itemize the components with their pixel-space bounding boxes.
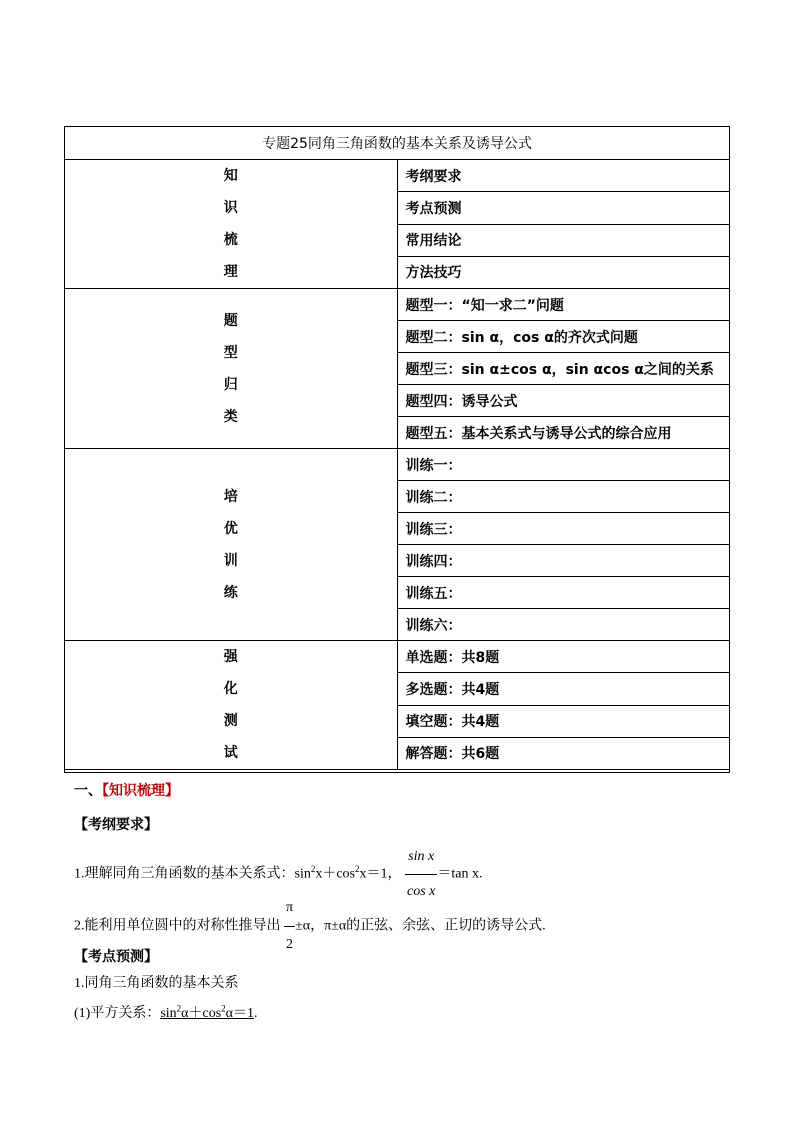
underlined-formula: $\sin^2\alpha+\cos^2\alpha=1$	[160, 1003, 255, 1021]
table-item[interactable]: 题型一：“知一求二”问题	[397, 289, 730, 321]
table-item[interactable]: 解答题：共6题	[397, 737, 730, 769]
requirement-2: 2.能利用单位圆中的对称性推导出 $\frac{\pi}{2}$ ±α，π±α的正弦、余弦、正切的诱导公式.	[74, 890, 546, 963]
table-item[interactable]: 训练二：	[397, 481, 730, 513]
table-item[interactable]: 多选题：共4题	[397, 673, 730, 705]
table-item[interactable]: 方法技巧	[397, 256, 730, 288]
fraction-pi-over-2: $\frac{\pi}{2}$	[284, 890, 295, 963]
subheading-requirements: 【考纲要求】	[74, 817, 158, 833]
table-item[interactable]: 训练六：	[397, 609, 730, 641]
section-number: 一、	[74, 783, 102, 799]
category-label-question-types: 题 型 归 类	[65, 289, 398, 449]
table-item[interactable]: 题型四：诱导公式	[397, 385, 730, 417]
table-item[interactable]: 题型五：基本关系式与诱导公式的综合应用	[397, 417, 730, 449]
section-heading-knowledge	[74, 780, 179, 800]
table-item[interactable]: 填空题：共4题	[397, 705, 730, 737]
table-item[interactable]: 考点预测	[397, 192, 730, 224]
topic-outline-table	[64, 126, 730, 770]
table-title: 专题25同角三角函数的基本关系及诱导公式	[65, 127, 730, 160]
table-item[interactable]: 训练三：	[397, 513, 730, 545]
table-item[interactable]: 训练四：	[397, 545, 730, 577]
category-label-reinforcement: 强 化 测 试	[65, 641, 398, 770]
table-item[interactable]: 常用结论	[397, 224, 730, 256]
table-item[interactable]: 训练五：	[397, 577, 730, 609]
table-item[interactable]: 题型三：sin α±cos α，sin αcos α之间的关系	[397, 353, 730, 385]
table-item[interactable]: 训练一：	[397, 449, 730, 481]
requirement-1: 1.理解同角三角函数的基本关系式：$\sin^2x+\cos^2x=1$， $\frac{\text{sin x}}{\text{cos x}}$ ＝tan x.	[74, 840, 483, 909]
section-title: 【知识梳理】	[102, 783, 179, 799]
prediction-1a: (1)平方关系：$\sin^2\alpha+\cos^2\alpha=1$.	[74, 1003, 258, 1021]
table-item[interactable]: 单选题：共8题	[397, 641, 730, 673]
table-item[interactable]: 考纲要求	[397, 160, 730, 192]
subheading-predictions: 【考点预测】	[74, 949, 158, 965]
fraction-sin-over-cos: $\frac{\text{sin x}}{\text{cos x}}$	[405, 840, 437, 909]
prediction-1: 1.同角三角函数的基本关系	[74, 976, 239, 991]
table-item[interactable]: 题型二：sin α，cos α的齐次式问题	[397, 321, 730, 353]
category-label-training: 培 优 训 练	[65, 449, 398, 641]
category-label-knowledge: 知 识 梳 理	[65, 160, 398, 289]
